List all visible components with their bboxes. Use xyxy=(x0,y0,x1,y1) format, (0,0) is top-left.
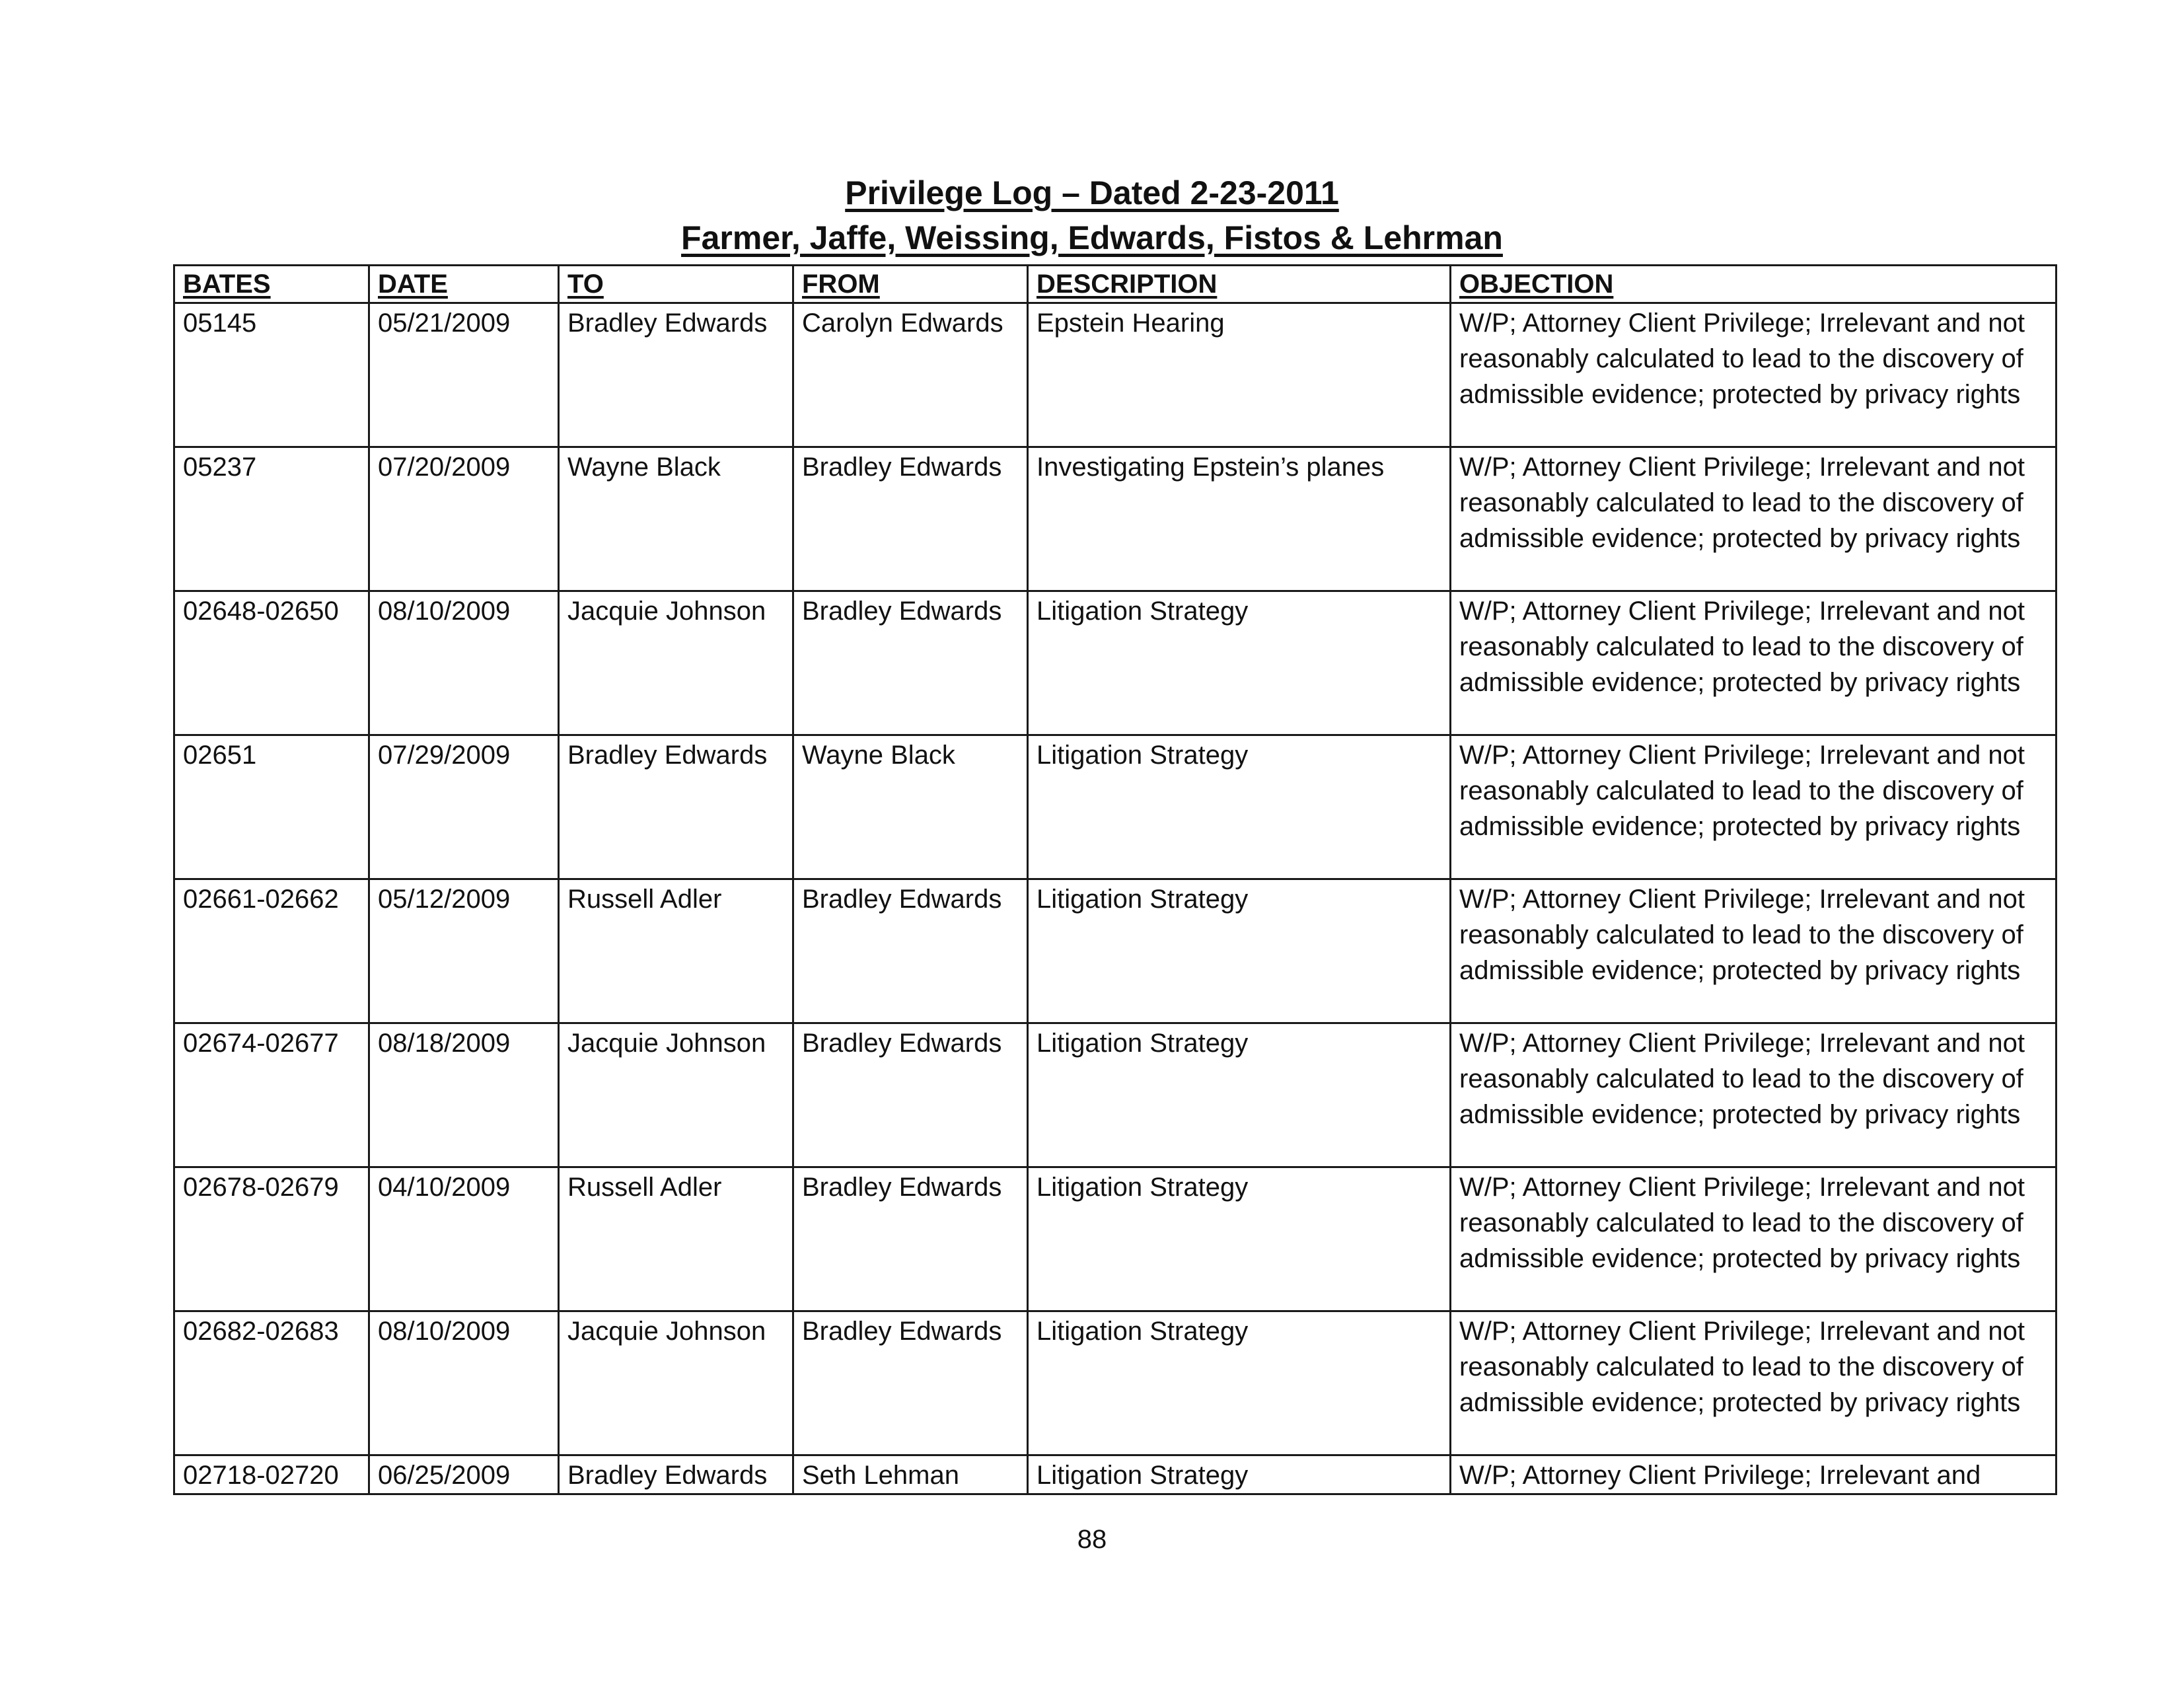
cell-description: Litigation Strategy xyxy=(1028,1023,1451,1167)
column-header-description: DESCRIPTION xyxy=(1028,266,1451,303)
page-number: 88 xyxy=(1077,1525,1107,1554)
cell-date: 08/10/2009 xyxy=(369,1311,559,1455)
cell-to: Russell Adler xyxy=(559,879,793,1023)
cell-from: Bradley Edwards xyxy=(793,1023,1028,1167)
cell-bates: 02648-02650 xyxy=(174,591,369,735)
table-row xyxy=(174,1455,2057,1494)
cell-from: Seth Lehman xyxy=(793,1455,1028,1494)
cell-to: Wayne Black xyxy=(559,447,793,591)
cell-description: Investigating Epstein’s planes xyxy=(1028,447,1451,591)
cell-to: Bradley Edwards xyxy=(559,735,793,879)
table-row xyxy=(174,1311,2057,1455)
cell-from: Carolyn Edwards xyxy=(793,303,1028,447)
cell-date: 08/10/2009 xyxy=(369,591,559,735)
cell-from: Bradley Edwards xyxy=(793,591,1028,735)
cell-date: 06/25/2009 xyxy=(369,1455,559,1494)
cell-description: Litigation Strategy xyxy=(1028,735,1451,879)
cell-description: Litigation Strategy xyxy=(1028,1455,1451,1494)
cell-objection: W/P; Attorney Client Privilege; Irrelevant and not reasonably calculated to lead to the discovery of admissible evidence; protected by privacy rights xyxy=(1451,447,2057,591)
table-row xyxy=(174,1023,2057,1167)
cell-description: Epstein Hearing xyxy=(1028,303,1451,447)
column-header-from: FROM xyxy=(793,266,1028,303)
cell-date: 04/10/2009 xyxy=(369,1167,559,1311)
cell-bates: 02651 xyxy=(174,735,369,879)
document-title: Privilege Log – Dated 2-23-2011 xyxy=(845,174,1339,211)
cell-description: Litigation Strategy xyxy=(1028,1167,1451,1311)
table-row xyxy=(174,303,2057,447)
cell-date: 07/29/2009 xyxy=(369,735,559,879)
cell-objection: W/P; Attorney Client Privilege; Irrelevant and xyxy=(1451,1455,2057,1494)
table-row xyxy=(174,447,2057,591)
cell-objection: W/P; Attorney Client Privilege; Irrelevant and not reasonably calculated to lead to the discovery of admissible evidence; protected by privacy rights xyxy=(1451,591,2057,735)
cell-from: Wayne Black xyxy=(793,735,1028,879)
cell-objection: W/P; Attorney Client Privilege; Irrelevant and not reasonably calculated to lead to the discovery of admissible evidence; protected by privacy rights xyxy=(1451,1023,2057,1167)
cell-objection: W/P; Attorney Client Privilege; Irrelevant and not reasonably calculated to lead to the discovery of admissible evidence; protected by privacy rights xyxy=(1451,303,2057,447)
table-row xyxy=(174,735,2057,879)
cell-description: Litigation Strategy xyxy=(1028,879,1451,1023)
cell-date: 07/20/2009 xyxy=(369,447,559,591)
table-header-row xyxy=(174,266,2057,303)
column-header-date: DATE xyxy=(369,266,559,303)
cell-date: 05/21/2009 xyxy=(369,303,559,447)
cell-date: 08/18/2009 xyxy=(369,1023,559,1167)
table-row xyxy=(174,1167,2057,1311)
cell-to: Jacquie Johnson xyxy=(559,1311,793,1455)
cell-objection: W/P; Attorney Client Privilege; Irrelevant and not reasonably calculated to lead to the discovery of admissible evidence; protected by privacy rights xyxy=(1451,1311,2057,1455)
cell-to: Bradley Edwards xyxy=(559,1455,793,1494)
cell-bates: 05145 xyxy=(174,303,369,447)
cell-objection: W/P; Attorney Client Privilege; Irrelevant and not reasonably calculated to lead to the discovery of admissible evidence; protected by privacy rights xyxy=(1451,1167,2057,1311)
cell-from: Bradley Edwards xyxy=(793,1311,1028,1455)
cell-bates: 02678-02679 xyxy=(174,1167,369,1311)
table-row xyxy=(174,879,2057,1023)
privilege-log-table xyxy=(173,264,2057,1495)
cell-bates: 02661-02662 xyxy=(174,879,369,1023)
cell-bates: 05237 xyxy=(174,447,369,591)
cell-from: Bradley Edwards xyxy=(793,879,1028,1023)
column-header-bates: BATES xyxy=(174,266,369,303)
cell-to: Jacquie Johnson xyxy=(559,1023,793,1167)
cell-bates: 02682-02683 xyxy=(174,1311,369,1455)
table-row xyxy=(174,591,2057,735)
cell-bates: 02674-02677 xyxy=(174,1023,369,1167)
cell-bates: 02718-02720 xyxy=(174,1455,369,1494)
cell-objection: W/P; Attorney Client Privilege; Irrelevant and not reasonably calculated to lead to the discovery of admissible evidence; protected by privacy rights xyxy=(1451,879,2057,1023)
cell-to: Russell Adler xyxy=(559,1167,793,1311)
cell-to: Jacquie Johnson xyxy=(559,591,793,735)
column-header-to: TO xyxy=(559,266,793,303)
column-header-objection: OBJECTION xyxy=(1451,266,2057,303)
document-subtitle: Farmer, Jaffe, Weissing, Edwards, Fistos & Lehrman xyxy=(681,219,1503,256)
cell-from: Bradley Edwards xyxy=(793,1167,1028,1311)
cell-description: Litigation Strategy xyxy=(1028,591,1451,735)
cell-to: Bradley Edwards xyxy=(559,303,793,447)
cell-date: 05/12/2009 xyxy=(369,879,559,1023)
cell-description: Litigation Strategy xyxy=(1028,1311,1451,1455)
cell-from: Bradley Edwards xyxy=(793,447,1028,591)
cell-objection: W/P; Attorney Client Privilege; Irrelevant and not reasonably calculated to lead to the discovery of admissible evidence; protected by privacy rights xyxy=(1451,735,2057,879)
